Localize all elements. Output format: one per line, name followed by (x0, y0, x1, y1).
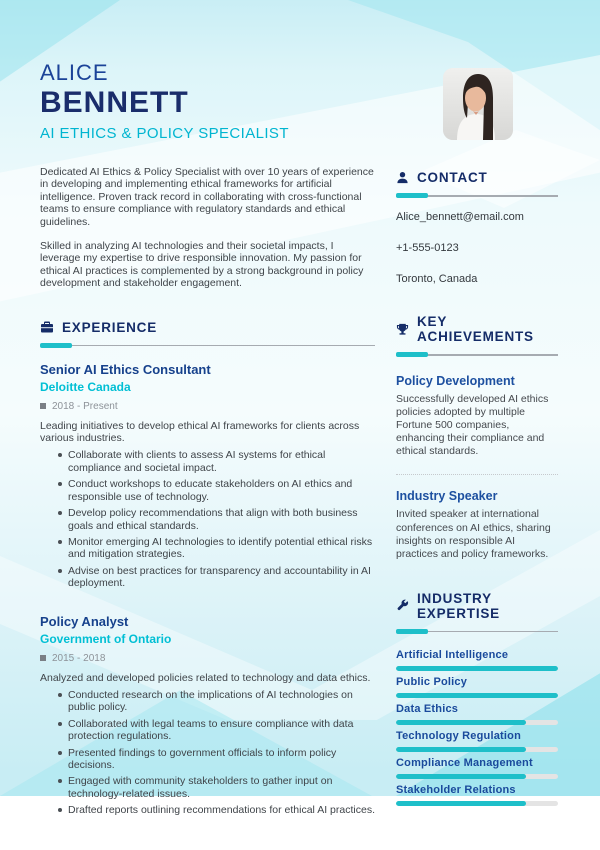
last-name: BENNETT (40, 86, 189, 119)
skill-name: Data Ethics (396, 702, 459, 715)
job-company: Deloitte Canada (40, 379, 131, 394)
section-title-contact: CONTACT (417, 170, 488, 185)
name-block (40, 0, 375, 142)
skill-list (396, 649, 558, 806)
skill-bar-fill (396, 693, 558, 698)
job-bullet: Conducted research on the implications of AI technologies on public policy. (40, 689, 375, 714)
skill-name: Technology Regulation (396, 729, 521, 742)
job-description: Leading initiatives to develop ethical AI frameworks for clients across various industries. (40, 419, 360, 445)
skill-item (396, 757, 558, 779)
job-bullet: Presented findings to government officials to inform policy decisions. (40, 747, 375, 772)
experience-section (40, 320, 375, 817)
achievements-section (396, 314, 558, 561)
section-title-achievements: KEY ACHIEVEMENTS (417, 314, 534, 344)
job-title: Policy Analyst (40, 613, 129, 629)
job-period-text: 2018 - Present (52, 400, 118, 412)
skill-bar (396, 801, 558, 806)
skill-item (396, 730, 558, 752)
calendar-icon (40, 403, 46, 409)
wrench-icon (396, 599, 409, 612)
job-period (40, 401, 375, 412)
achievement-item (396, 374, 558, 458)
skill-bar-fill (396, 801, 526, 806)
summary-paragraph: Dedicated AI Ethics & Policy Specialist with over 10 years of experience in developing and implementing ethical frameworks for artificial intelligence. Proven track record in collaborating with cross-functional teams to ensure compliance with regulatory standards and ethical guidelines. (40, 166, 374, 228)
achievement-text: Invited speaker at international conferences on AI ethics, sharing insights on responsible AI practices and policy frameworks. (396, 508, 551, 560)
trophy-icon (396, 323, 409, 336)
summary-section (40, 166, 375, 290)
skill-item (396, 784, 558, 806)
section-title-expertise: INDUSTRY EXPERTISE (417, 590, 500, 621)
job-bullet: Collaborated with legal teams to ensure compliance with data protection regulations. (40, 718, 375, 743)
contact-section (396, 170, 558, 285)
skill-bar (396, 747, 558, 752)
section-underline (396, 193, 558, 198)
contact-location: Toronto, Canada (396, 273, 478, 285)
briefcase-icon (40, 320, 54, 334)
section-underline (396, 629, 558, 634)
section-underline (396, 352, 558, 357)
job-bullet: Conduct workshops to educate stakeholders on AI ethics and responsible use of technology. (40, 478, 375, 503)
summary-paragraph: Skilled in analyzing AI technologies and their societal impacts, I leverage my expertise to drive responsible innovation. My passion for ethical AI practices is complemented by a strong background in policy development and stakeholder engagement. (40, 240, 364, 290)
skill-bar (396, 720, 558, 725)
job-bullet: Develop policy recommendations that align with both business goals and ethical standards. (40, 507, 375, 532)
job-description: Analyzed and developed policies related to technology and data ethics. (40, 671, 371, 684)
section-title-experience: EXPERIENCE (62, 319, 158, 335)
job-company: Government of Ontario (40, 631, 172, 646)
job-entry (40, 614, 375, 817)
person-icon (396, 171, 409, 184)
skill-name: Stakeholder Relations (396, 783, 516, 796)
contact-email[interactable]: Alice_bennett@email.com (396, 211, 524, 223)
job-bullet: Advise on best practices for transparency and accountability in AI deployment. (40, 565, 375, 590)
job-bullet-list (40, 449, 375, 589)
contact-phone[interactable]: +1-555-0123 (396, 242, 459, 254)
job-bullet: Drafted reports outlining recommendations for ethical AI practices. (40, 804, 375, 816)
skill-bar-fill (396, 720, 526, 725)
job-title: Senior AI Ethics Consultant (40, 361, 211, 377)
skill-bar (396, 774, 558, 779)
job-period (40, 653, 375, 664)
skill-bar (396, 666, 558, 671)
calendar-icon (40, 655, 46, 661)
skill-item (396, 676, 558, 698)
job-subtitle: AI ETHICS & POLICY SPECIALIST (40, 125, 289, 142)
skill-name: Compliance Management (396, 756, 533, 769)
achievement-title: Industry Speaker (396, 489, 498, 504)
achievement-text: Successfully developed AI ethics policies adopted by multiple Fortune 500 companies, enhancing their compliance and ethical standards. (396, 393, 549, 458)
skill-item (396, 703, 558, 725)
job-period-text: 2015 - 2018 (52, 652, 106, 664)
skill-name: Artificial Intelligence (396, 648, 509, 661)
skill-bar-fill (396, 747, 526, 752)
main-column (40, 0, 375, 817)
dotted-divider (396, 474, 558, 475)
skill-bar-fill (396, 774, 526, 779)
skill-item (396, 649, 558, 671)
job-bullet: Engaged with community stakeholders to gather input on technology-related issues. (40, 775, 375, 800)
sidebar-column (396, 0, 558, 817)
achievement-title: Policy Development (396, 374, 515, 388)
skill-bar (396, 693, 558, 698)
expertise-section (396, 591, 558, 806)
job-bullet-list (40, 689, 375, 817)
skill-bar-fill (396, 666, 558, 671)
skill-name: Public Policy (396, 675, 468, 688)
job-bullet: Collaborate with clients to assess AI systems for ethical compliance and societal impact. (40, 449, 375, 474)
section-underline (40, 343, 375, 348)
achievement-item (396, 489, 558, 560)
job-bullet: Monitor emerging AI technologies to identify potential ethical risks and mitigation strategies. (40, 536, 375, 561)
first-name: ALICE (40, 60, 109, 85)
job-entry (40, 362, 375, 590)
